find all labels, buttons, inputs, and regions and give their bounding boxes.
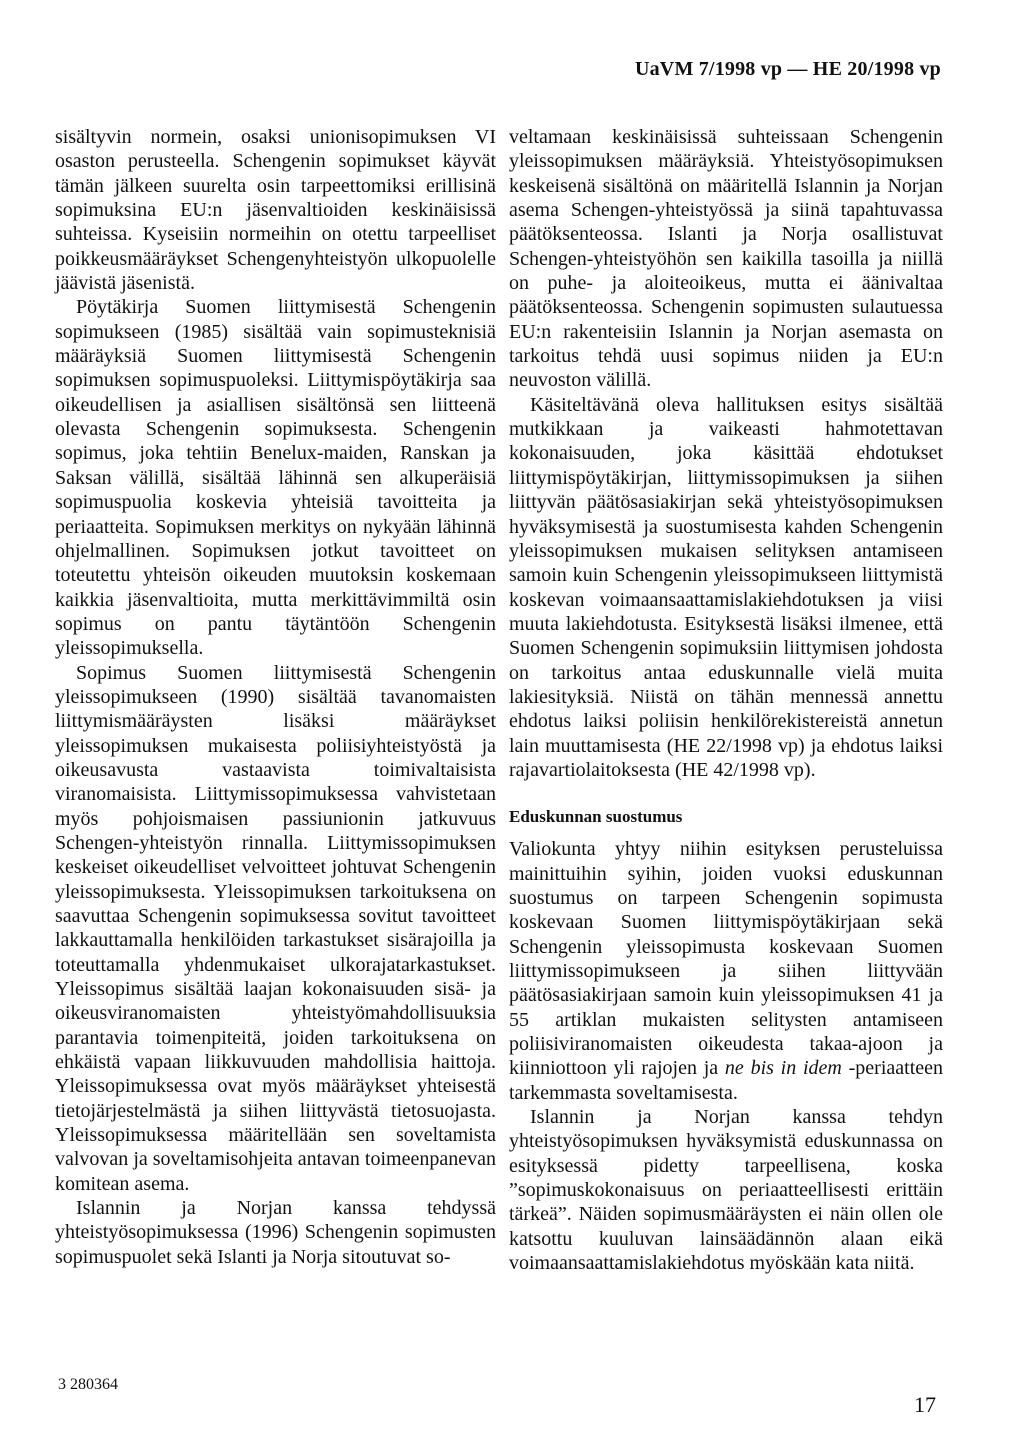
paragraph: Islannin ja Norjan kanssa tehdyssä yhteistyösopimuksessa (1996) Schengenin sopimusten sopimuspuolet sekä Islanti ja Norja sitoutuvat so- bbox=[55, 1197, 496, 1268]
paragraph: sisältyvin normein, osaksi unionisopimuksen VI osaston perusteella. Schengenin sopimukset käyvät tämän jälkeen suurelta osin tarpeettomiksi erillisinä sopimuksina EU:n jäsenvaltioiden keskinäisissä suhteissa. Kyseisiin normeihin on otettu tarpeelliset poikkeusmääräykset Schengenyhteistyön ulkopuolelle jäävistä jäsenistä. bbox=[55, 126, 496, 295]
left-column bbox=[55, 125, 496, 1269]
paragraph: Käsiteltävänä oleva hallituksen esitys sisältää mutkikkaan ja vaikeasti hahmotettavan kokonaisuuden, joka käsittää ehdotukset liittymispöytäkirjan, liittymissopimuksen ja siihen liittyvän päätösasiakirjan sekä yhteistyösopimuksen hyväksymisestä ja suostumisesta kahden Schengenin yleissopimuksen mukaisen selityksen antamiseen samoin kuin Schengenin yleissopimukseen liittymistä koskevan voimaansaattamislakiehdotuksen ja viisi muuta lakiehdotusta. Esityksestä lisäksi ilmenee, että Suomen Schengenin sopimuksiin liittymisen johdosta on tarkoitus antaa eduskunnalle vielä muita lakiesityksiä. Niistä on tähän mennessä annettu ehdotus laiksi poliisin henkilörekistereistä annetun lain muuttamisesta (HE 22/1998 vp) ja ehdotus laiksi rajavartiolaitoksesta (HE 42/1998 vp). bbox=[509, 393, 943, 781]
consent-text-end: -periaatteen tarkemmasta soveltamisesta. bbox=[509, 1057, 944, 1104]
paragraph: veltamaan keskinäisissä suhteissaan Schengenin yleissopimuksen määräyksiä. Yhteistyösopimuksen keskeisenä sisältönä on määritellä Islannin ja Norjan asema Schengen-yhteistyössä ja siinä tapahtuvassa päätöksenteossa. Islanti ja Norja osallistuvat Schengen-yhteistyöhön sen kaikilla tasoilla ja niillä on puhe- ja aloiteoikeus, mutta ei äänivaltaa päätöksenteossa. Schengenin sopimusten sulautuessa EU:n rakenteisiin Islannin ja Norjan asemasta on tarkoitus tehdä uusi sopimus niiden ja EU:n neuvoston välillä. bbox=[509, 126, 943, 392]
page-number: 17 bbox=[914, 1392, 936, 1417]
latin-phrase: ne bis in idem bbox=[724, 1057, 842, 1080]
right-column bbox=[509, 125, 943, 1275]
running-header: UaVM 7/1998 vp — HE 20/1998 vp bbox=[634, 58, 941, 80]
paragraph: Pöytäkirja Suomen liittymisestä Schengenin sopimukseen (1985) sisältää vain sopimusteknisiä määräyksiä Suomen liittymisestä Schengenin sopimuksen sopimuspuoleksi. Liittymispöytäkirja saa oikeudellisen ja asiallisen sisältönsä sen liitteenä olevasta Schengenin sopimuksesta. Schengenin sopimus, joka tehtiin Benelux-maiden, Ranskan ja Saksan välillä, sisältää lähinnä sen alkuperäisiä sopimuspuolia koskevia yhteisiä tavoitteita ja periaatteita. Sopimuksen merkitys on nykyään lähinnä ohjelmallinen. Sopimuksen jotkut tavoitteet on toteutettu yhteisön oikeuden muutoksin koskemaan kaikkia jäsenvaltioita, mutta merkittävimmiltä osin sopimus on pantu täytäntöön Schengenin yleissopimuksella. bbox=[55, 296, 496, 660]
consent-paragraph bbox=[509, 837, 943, 1105]
paragraph: Islannin ja Norjan kanssa tehdyn yhteistyösopimuksen hyväksymistä eduskunnassa on esityksessä pidetty tarpeellisena, koska ”sopimuskokonaisuus on periaatteellisesti erittäin tärkeä”. Näiden sopimusmääräysten ei näin ollen ole katsottu kuuluvan lainsäädännön alaan eikä voimaansaattamislakiehdotus myöskään kata niitä. bbox=[509, 1106, 943, 1275]
consent-text-start: Valiokunta yhtyy niihin esityksen perusteluissa mainittuihin syihin, joiden vuoksi eduskunnan suostumus on tarpeen Schengenin sopimusta koskevaan Suomen liittymispöytäkirjaan sekä Schengenin yleissopimusta koskevaan Suomen liittymissopimukseen ja siihen liittyvään päätösasiakirjaan samoin kuin yleissopimuksen 41 ja 55 artiklan mukaisten selitysten antamiseen poliisiviranomaisten oikeudesta takaa-ajoon ja kiinniottoon yli rajojen ja bbox=[509, 838, 943, 1080]
section-heading: Eduskunnan suostumus bbox=[509, 807, 683, 827]
paragraph: Sopimus Suomen liittymisestä Schengenin yleissopimukseen (1990) sisältää tavanomaisten liittymismääräysten lisäksi määräykset yleissopimuksen mukaisesta poliisiyhteistyöstä ja oikeusavusta vastaavista toimivaltaisista viranomaisista. Liittymissopimuksessa vahvistetaan myös pohjoismaisen passiunionin jatkuvuus Schengen-yhteistyön rinnalla. Liittymissopimuksen keskeiset oikeudelliset velvoitteet johtuvat Schengenin yleissopimuksesta. Yleissopimuksen tarkoituksena on saavuttaa Schengenin sopimuksessa sovitut tavoitteet lakkauttamalla henkilöiden tarkastukset sisärajoilla ja toteuttamalla yhdenmukaiset ulkorajatarkastukset. Yleissopimus sisältää laajan kokonaisuuden sisä- ja oikeusviranomaisten yhteistyömahdollisuuksia parantavia toimenpiteitä, joiden tarkoituksena on ehkäistä vapaan liikkuvuuden mahdollisia haittoja. Yleissopimuksessa ovat myös määräykset yhteisestä tietojärjestelmästä ja siihen liittyvästä tietosuojasta. Yleissopimuksessa määritellään sen soveltamista valvovan ja soveltamisohjeita antavan toimeenpanevan komitean asema. bbox=[55, 661, 496, 1195]
print-code: 3 280364 bbox=[58, 1376, 118, 1393]
